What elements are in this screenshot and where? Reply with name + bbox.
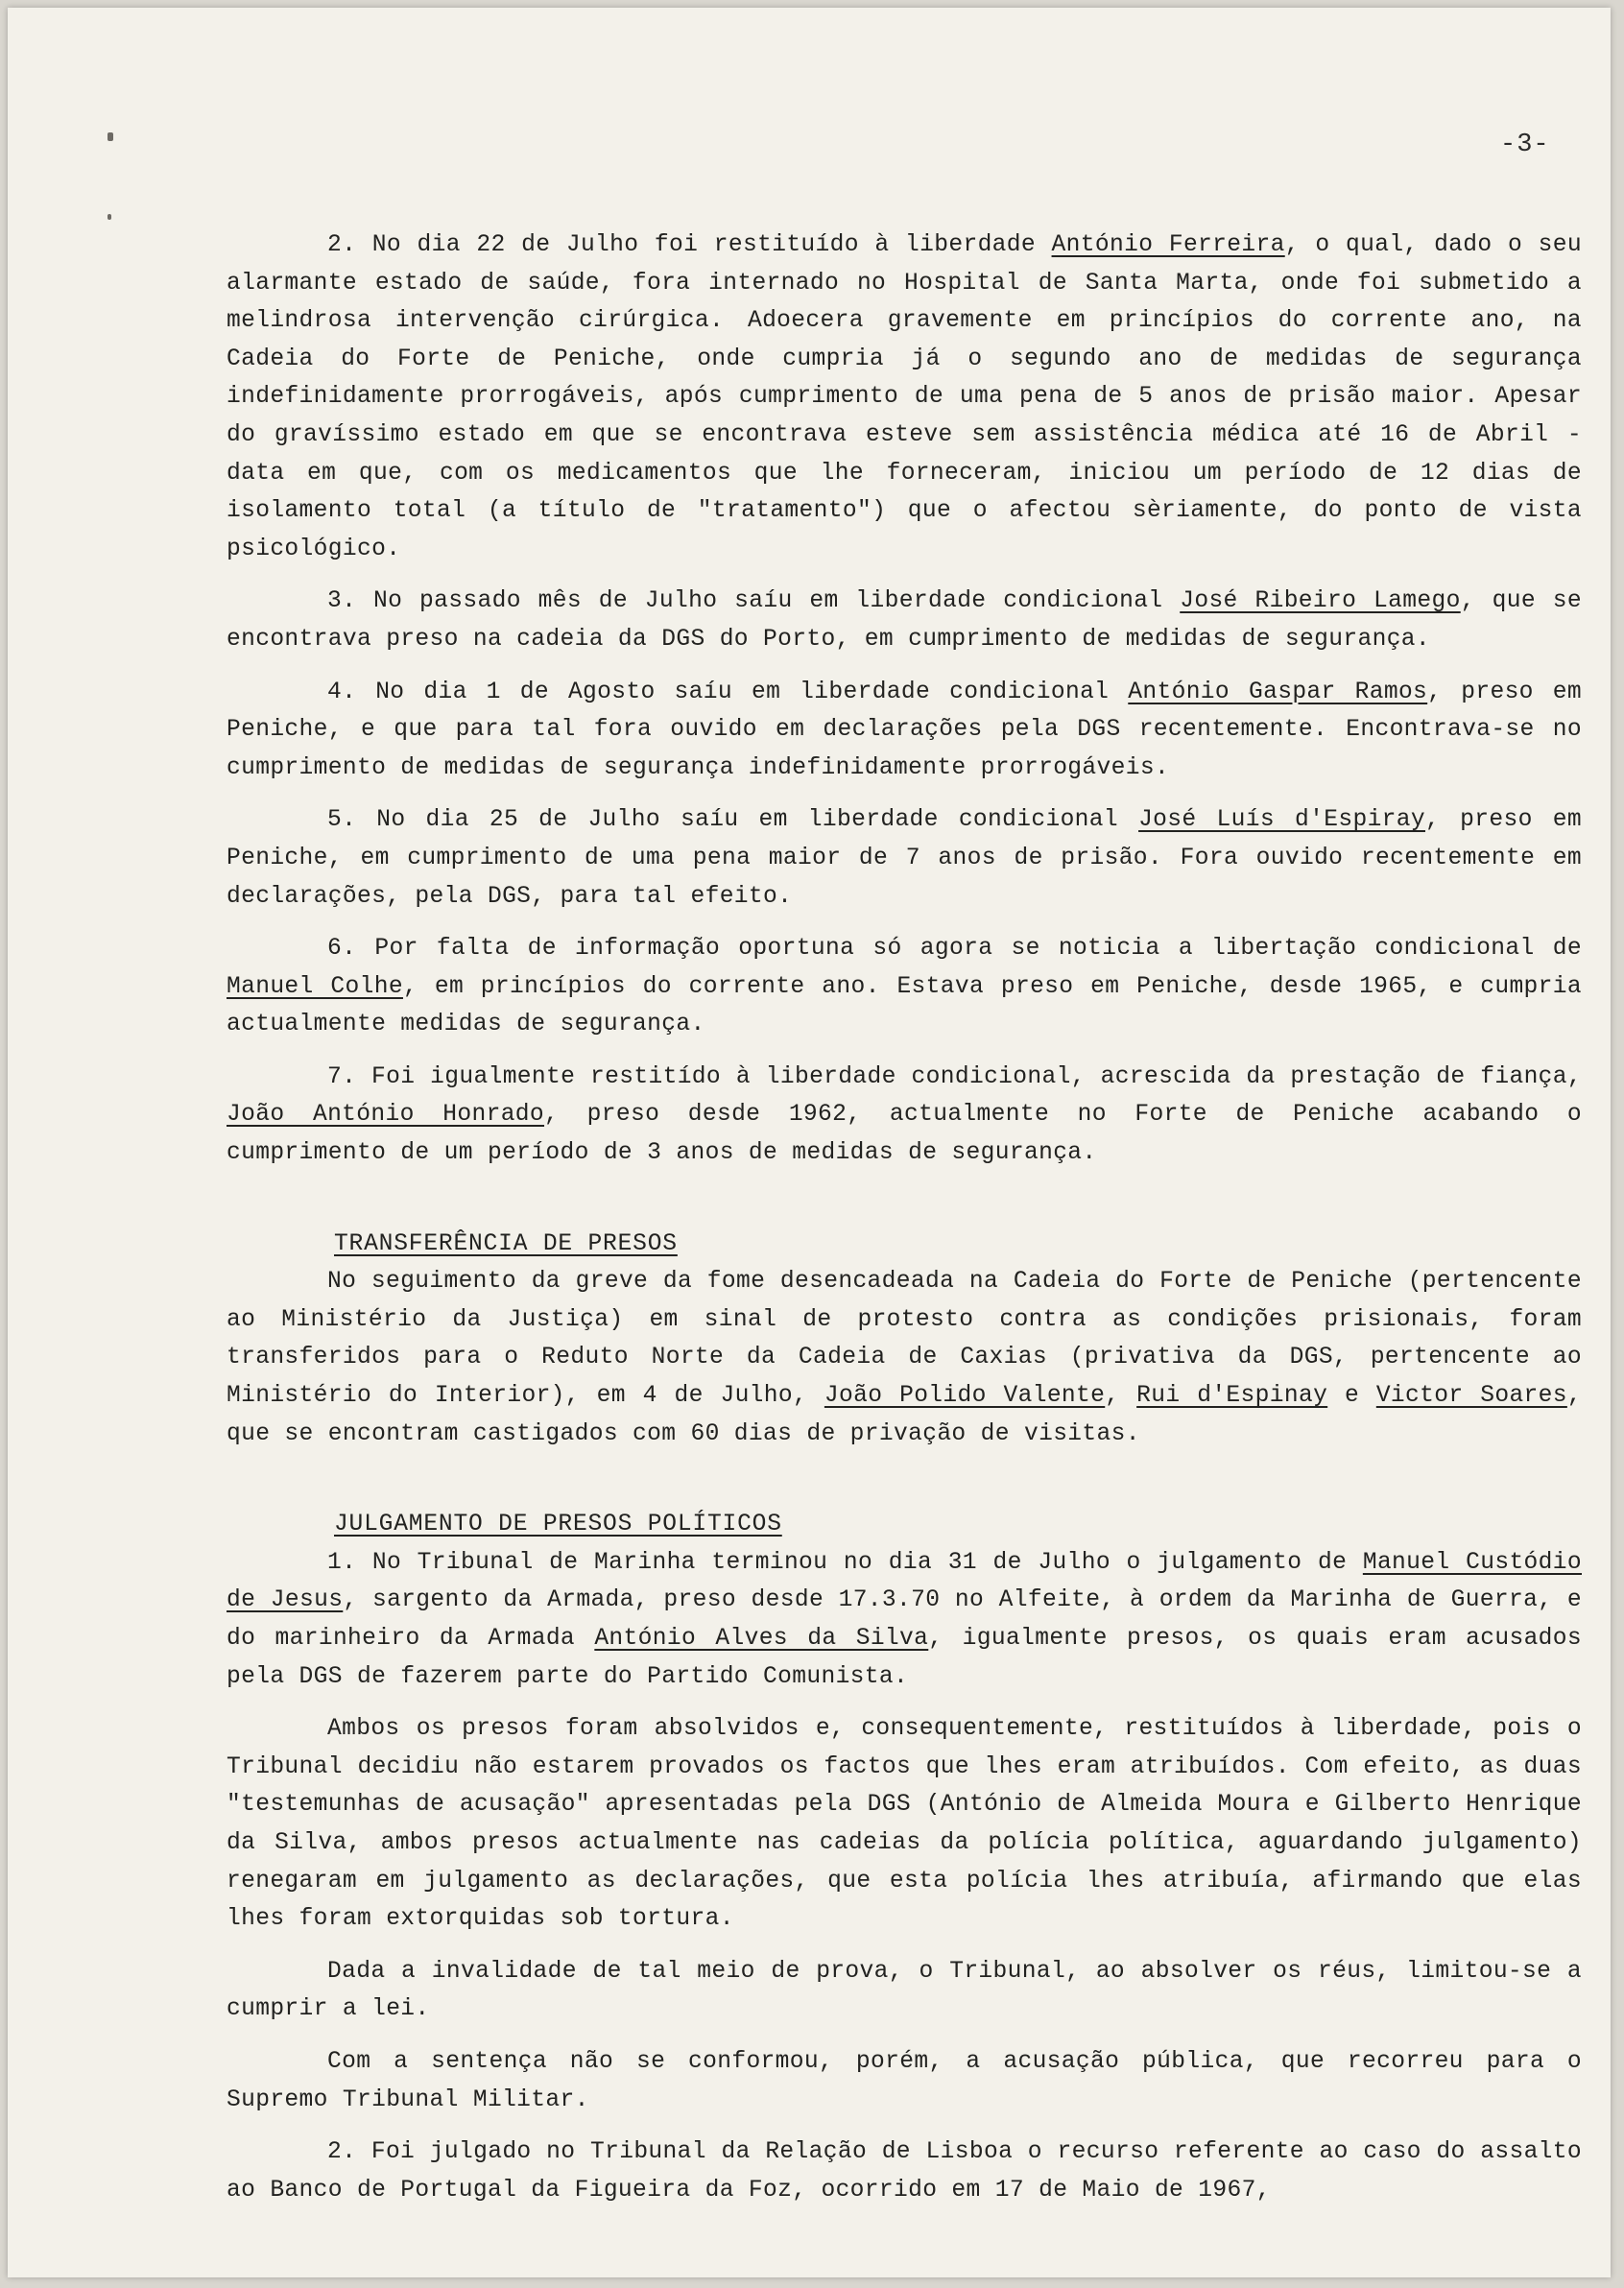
section-heading-trials: JULGAMENTO DE PRESOS POLÍTICOS	[334, 1512, 782, 1538]
paragraph	[227, 1059, 1582, 1173]
paragraph	[227, 674, 1582, 788]
punch-mark	[107, 214, 111, 220]
paragraph	[227, 930, 1582, 1044]
underlined-name: Manuel Custódio de Jesus	[227, 1549, 1582, 1614]
text-run: , que se encontrava preso na cadeia da DGS do Porto, em cumprimento de medidas de segurança.	[227, 588, 1582, 653]
text-run: , em princípios do corrente ano. Estava preso em Peniche, desde 1965, e cumpria actualmente medidas de segurança.	[227, 973, 1582, 1038]
underlined-name: António Ferreira	[1051, 232, 1285, 258]
underlined-name: João António Honrado	[227, 1102, 545, 1129]
text-run: 6. Por falta de informação oportuna só agora se noticia a libertação condicional de	[327, 936, 1582, 963]
text-run: , preso em Peniche, em cumprimento de uma pena maior de 7 anos de prisão. Fora ouvido recentemente em declarações, pela DGS, para tal efeito.	[227, 807, 1582, 910]
document-body	[227, 226, 1582, 2209]
paragraph	[227, 2043, 1582, 2119]
transfer-section	[227, 1263, 1582, 1453]
text-run: 5. No dia 25 de Julho saíu em liberdade condicional	[327, 807, 1139, 834]
paragraph	[227, 583, 1582, 658]
release-news-section	[227, 226, 1582, 1173]
underlined-name: João Polido Valente	[824, 1383, 1106, 1410]
text-run: 7. Foi igualmente restitído à liberdade condicional, acrescida da prestação de fiança,	[327, 1063, 1582, 1090]
text-run: 3. No passado mês de Julho saíu em liberdade condicional	[327, 588, 1181, 615]
section-heading-transfer: TRANSFERÊNCIA DE PRESOS	[334, 1230, 678, 1257]
text-run: No seguimento da greve da fome desencadeada na Cadeia do Forte de Peniche (pertencente ao Ministério da Justiça) em sinal de protesto contra as condições prisionais, foram transferidos para o Reduto Norte da Cadeia de Caxias (privativa da DGS, pertencente ao Ministério do Interior), em 4 de Julho,	[227, 1269, 1582, 1410]
underlined-name: José Luís d'Espiray	[1138, 807, 1426, 834]
text-run: , que se encontram castigados com 60 dias de privação de visitas.	[227, 1383, 1582, 1447]
underlined-name: Manuel Colhe	[227, 973, 403, 1000]
underlined-name: António Alves da Silva	[594, 1626, 929, 1652]
text-run: Dada a invalidade de tal meio de prova, o Tribunal, ao absolver os réus, limitou-se a cumprir a lei.	[227, 1958, 1582, 2023]
trials-section	[227, 1544, 1582, 2210]
paragraph	[227, 1544, 1582, 1696]
underlined-name: Rui d'Espinay	[1136, 1383, 1328, 1410]
paragraph	[227, 1953, 1582, 2029]
paragraph	[227, 2133, 1582, 2209]
text-run: , igualmente presos, os quais eram acusados pela DGS de fazerem parte do Partido Comunista.	[227, 1626, 1583, 1690]
text-run: ,	[1105, 1383, 1137, 1410]
text-run: , sargento da Armada, preso desde 17.3.70 no Alfeite, à ordem da Marinha de Guerra, e do marinheiro da Armada	[227, 1587, 1582, 1652]
text-run: 4. No dia 1 de Agosto saíu em liberdade condicional	[327, 679, 1129, 705]
underlined-name: António Gaspar Ramos	[1128, 679, 1428, 705]
text-run: 1. No Tribunal de Marinha terminou no dia 31 de Julho o julgamento de	[327, 1549, 1363, 1576]
text-run: Ambos os presos foram absolvidos e, consequentemente, restituídos à liberdade, pois o Tribunal decidiu não estarem provados os factos que lhes eram atribuídos. Com efeito, as duas "testemunhas de acusação" apresentadas pela DGS (António de Almeida Moura e Gilberto Henrique da Silva, ambos presos actualmente nas cadeias da polícia política, aguardando julgamento) renegaram em julgamento as declarações, que esta polícia lhes atribuía, afirmando que elas lhes foram extorquidas sob tortura.	[227, 1716, 1582, 1933]
text-run: Com a sentença não se conformou, porém, a acusação pública, que recorreu para o Supremo Tribunal Militar.	[227, 2048, 1582, 2113]
text-run: e	[1327, 1383, 1376, 1410]
paragraph	[227, 801, 1582, 916]
paragraph	[227, 1263, 1582, 1453]
page-number: -3-	[1500, 131, 1550, 159]
paragraph	[227, 226, 1582, 568]
text-run: , o qual, dado o seu alarmante estado de saúde, fora internado no Hospital de Santa Marta, onde foi submetido a melindrosa intervenção cirúrgica. Adoecera gravemente em princípios do corrente ano, na Cadeia do Forte de Peniche, onde cumpria já o segundo ano de medidas de segurança indefinidamente prorrogáveis, após cumprimento de uma pena de 5 anos de prisão maior. Apesar do gravíssimo estado em que se encontrava esteve sem assistência médica até 16 de Abril - data em que, com os medicamentos que lhe forneceram, iniciou um período de 12 dias de isolamento total (a título de "tratamento") que o afectou sèriamente, do ponto de vista psicológico.	[227, 232, 1582, 562]
paragraph	[227, 1710, 1582, 1939]
text-run: 2. No dia 22 de Julho foi restituído à liberdade	[327, 232, 1052, 258]
underlined-name: Victor Soares	[1375, 1383, 1567, 1410]
text-run: , preso desde 1962, actualmente no Forte de Peniche acabando o cumprimento de um período de 3 anos de medidas de segurança.	[227, 1102, 1582, 1167]
underlined-name: José Ribeiro Lamego	[1180, 588, 1461, 615]
document-page	[8, 8, 1611, 2277]
text-run: 2. Foi julgado no Tribunal da Relação de Lisboa o recurso referente ao caso do assalto ao Banco de Portugal da Figueira da Foz, ocorrido em 17 de Maio de 1967,	[227, 2139, 1582, 2204]
punch-mark	[107, 132, 113, 141]
text-run: , preso em Peniche, e que para tal fora ouvido em declarações pela DGS recentemente. Encontrava-se no cumprimento de medidas de segurança indefinidamente prorrogáveis.	[227, 679, 1582, 781]
